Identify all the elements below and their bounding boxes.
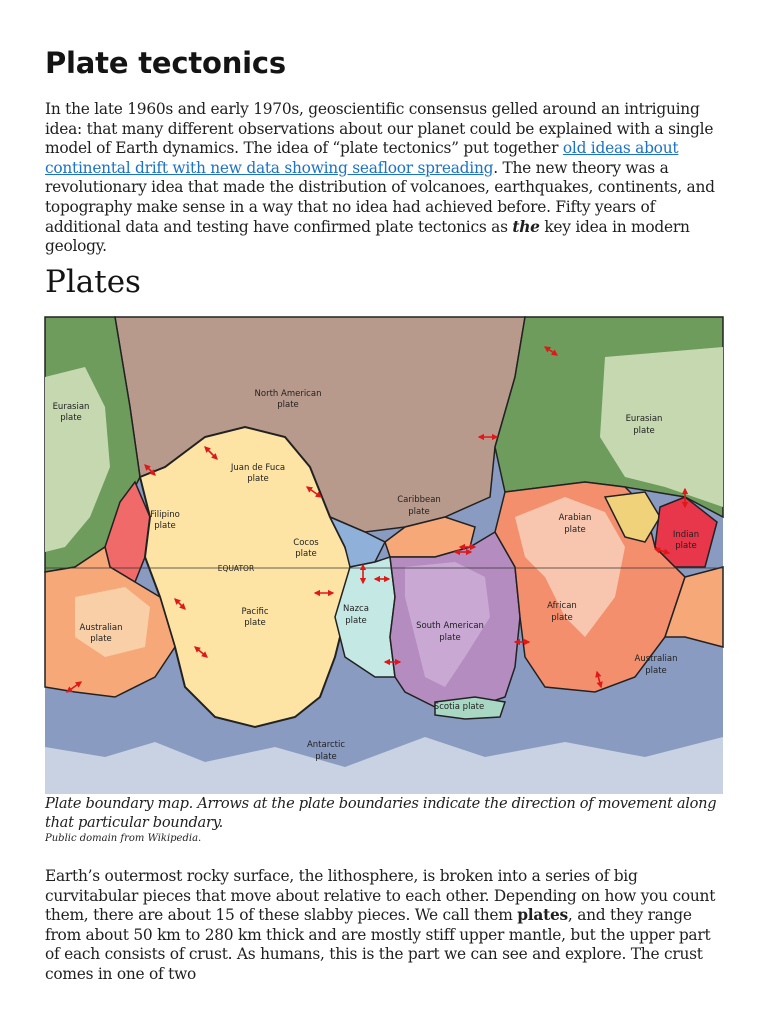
figure-credit: Public domain from Wikipedia. [45, 833, 202, 844]
intro-text-end: key idea in modern geology. [45, 217, 690, 256]
label-north-american-plate: plate [277, 400, 299, 410]
label-cocos: Cocos [293, 538, 319, 548]
label-pacific: Pacific [241, 607, 269, 617]
section-heading-plates: Plates [45, 264, 141, 300]
figure-caption: Plate boundary map. Arrows at the plate boundaries indicate the direction of movement along that particular boundary. [45, 795, 717, 831]
label-nazca: Nazca [343, 604, 369, 614]
label-eurasian-west-plate: plate [60, 413, 82, 423]
label-african: African [547, 601, 577, 611]
label-australian-west: Australian [79, 623, 123, 633]
intro-text-continued: . The new theory was a revolutionary idea that made the distribution of volcanoes, earthquakes, continents, and topography make sense in a way that no idea had achieved before. Fifty years of additional data and testing have confirmed plate tectonics as [45, 158, 715, 236]
label-australian-west-plate: plate [90, 634, 112, 644]
label-australian-east-plate: plate [645, 666, 667, 676]
continental-drift-link[interactable]: old ideas about continental drift with new data showing seafloor spreading [45, 139, 679, 177]
label-arabian: Arabian [558, 513, 592, 523]
label-equator: EQUATOR [217, 564, 255, 573]
label-pacific-plate: plate [244, 618, 266, 628]
label-caribbean: Caribbean [397, 495, 441, 505]
label-australian-east: Australian [634, 654, 678, 664]
label-arabian-plate: plate [564, 525, 586, 535]
label-south-american: South American [416, 621, 484, 631]
label-juan-de-fuca: Juan de Fuca [230, 463, 286, 473]
body-paragraph [45, 867, 725, 983]
body-text: Earth’s outermost rocky surface, the lithosphere, is broken into a series of big curvitabular pieces that move about relative to each other. Depending on how you count them, there are about 15 of these slabby pieces. We call them [45, 867, 716, 925]
label-eurasian-east: Eurasian [625, 414, 663, 424]
label-caribbean-plate: plate [408, 507, 430, 517]
plate-map-svg [45, 317, 723, 794]
label-nazca-plate: plate [345, 616, 367, 626]
plates-term: plates [517, 906, 568, 925]
label-south-american-plate: plate [439, 633, 461, 643]
label-indian: Indian [672, 530, 700, 540]
label-scotia: Scotia plate [433, 702, 485, 712]
label-antarctic-plate: plate [315, 752, 337, 762]
body-text-continued: , and they range from about 50 km to 280 km thick and are mostly stiff upper mantle, but the upper part of each consists of crust. As humans, this is the part we can see and explore. The crust comes in one of two [45, 906, 711, 983]
label-indian-plate: plate [675, 541, 697, 551]
label-north-american: North American [254, 389, 322, 399]
label-antarctic: Antarctic [306, 740, 346, 750]
label-filipino: Filipino [150, 510, 180, 520]
emphasis-the: the [512, 217, 540, 236]
label-african-plate: plate [551, 613, 573, 623]
label-juan-de-fuca-plate: plate [247, 474, 269, 484]
intro-paragraph [45, 100, 725, 257]
label-cocos-plate: plate [295, 549, 317, 559]
intro-text: In the late 1960s and early 1970s, geoscientific consensus gelled around an intriguing idea: that many different observations about our planet could be explained with a single model of Earth dynamics. The idea of “plate tectonics” put together [45, 100, 714, 158]
label-filipino-plate: plate [154, 521, 176, 531]
plate-boundary-map [45, 317, 723, 794]
label-eurasian-east-plate: plate [633, 426, 655, 436]
page-title: Plate tectonics [45, 46, 286, 80]
label-eurasian-west: Eurasian [52, 402, 90, 412]
